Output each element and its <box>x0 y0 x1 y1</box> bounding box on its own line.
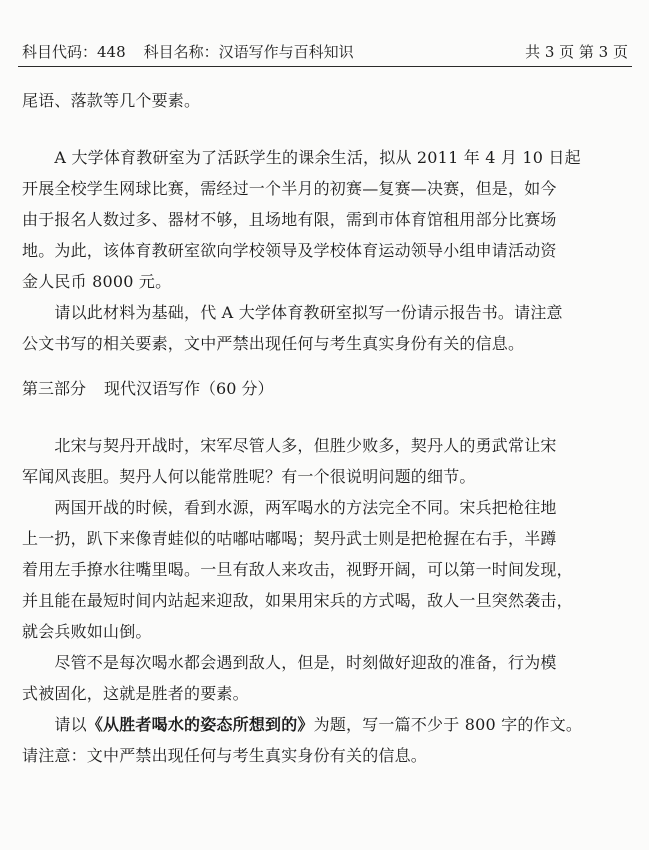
essay-instruction-line <box>22 709 632 740</box>
section-part: 第三部分 <box>22 379 87 398</box>
text-line: 并且能在最短时间内站起来迎敌，如果用宋兵的方式喝，敌人一旦突然袭击， <box>22 591 573 610</box>
text-line: 请注意：文中严禁出现任何与考生真实身份有关的信息。 <box>22 746 428 765</box>
text-line: 就会兵败如山倒。 <box>22 622 152 641</box>
page-info: 共 3 页 第 3 页 <box>525 43 628 61</box>
essay-prompt <box>22 430 632 771</box>
instruction-suffix: 为题，写一篇不少于 800 字的作文。 <box>313 715 583 734</box>
header-divider <box>18 66 632 67</box>
page-header <box>22 41 628 63</box>
text-line: 尾语、落款等几个要素。 <box>22 91 201 110</box>
instruction-prefix: 请以 <box>22 715 87 734</box>
header-left <box>22 41 372 63</box>
text-line: 金人民币 8000 元。 <box>22 272 172 291</box>
text-line: 两国开战的时候，看到水源，两军喝水的方法完全不同。宋兵把枪往地 <box>22 498 557 517</box>
text-line: 开展全校学生网球比赛，需经过一个半月的初赛—复赛—决赛，但是，如今 <box>22 179 557 198</box>
text-line: 地。为此，该体育教研室欲向学校领导及学校体育运动领导小组申请活动资 <box>22 241 557 260</box>
essay-title: 《从胜者喝水的姿态所想到的》 <box>86 715 314 734</box>
text-line: 尽管不是每次喝水都会遇到敌人，但是，时刻做好迎敌的准备，行为模 <box>22 653 557 672</box>
text-line: 请以此材料为基础，代 A 大学体育教研室拟写一份请示报告书。请注意 <box>22 303 563 322</box>
continued-text <box>22 85 632 116</box>
material-passage <box>22 142 632 359</box>
subject-name: 科目名称：汉语写作与百科知识 <box>143 43 354 61</box>
section-title: 现代汉语写作（60 分） <box>104 379 274 398</box>
section-heading <box>22 373 273 404</box>
subject-code: 科目代码：448 <box>22 43 126 61</box>
text-line: 上一扔，趴下来像青蛙似的咕嘟咕嘟喝；契丹武士则是把枪握在右手，半蹲 <box>22 529 557 548</box>
text-line: 军闻风丧胆。契丹人何以能常胜呢？有一个很说明问题的细节。 <box>22 467 476 486</box>
text-line: 着用左手撩水往嘴里喝。一旦有敌人来攻击，视野开阔，可以第一时间发现， <box>22 560 573 579</box>
text-line: 北宋与契丹开战时，宋军尽管人多，但胜少败多，契丹人的勇武常让宋 <box>22 436 557 455</box>
text-line: 式被固化，这就是胜者的要素。 <box>22 684 249 703</box>
header-right <box>525 41 628 63</box>
text-line: 由于报名人数过多、器材不够，且场地有限，需到市体育馆租用部分比赛场 <box>22 210 557 229</box>
text-line: 公文书写的相关要素，文中严禁出现任何与考生真实身份有关的信息。 <box>22 334 525 353</box>
text-line: A 大学体育教研室为了活跃学生的课余生活，拟从 2011 年 4 月 10 日起 <box>22 148 581 167</box>
